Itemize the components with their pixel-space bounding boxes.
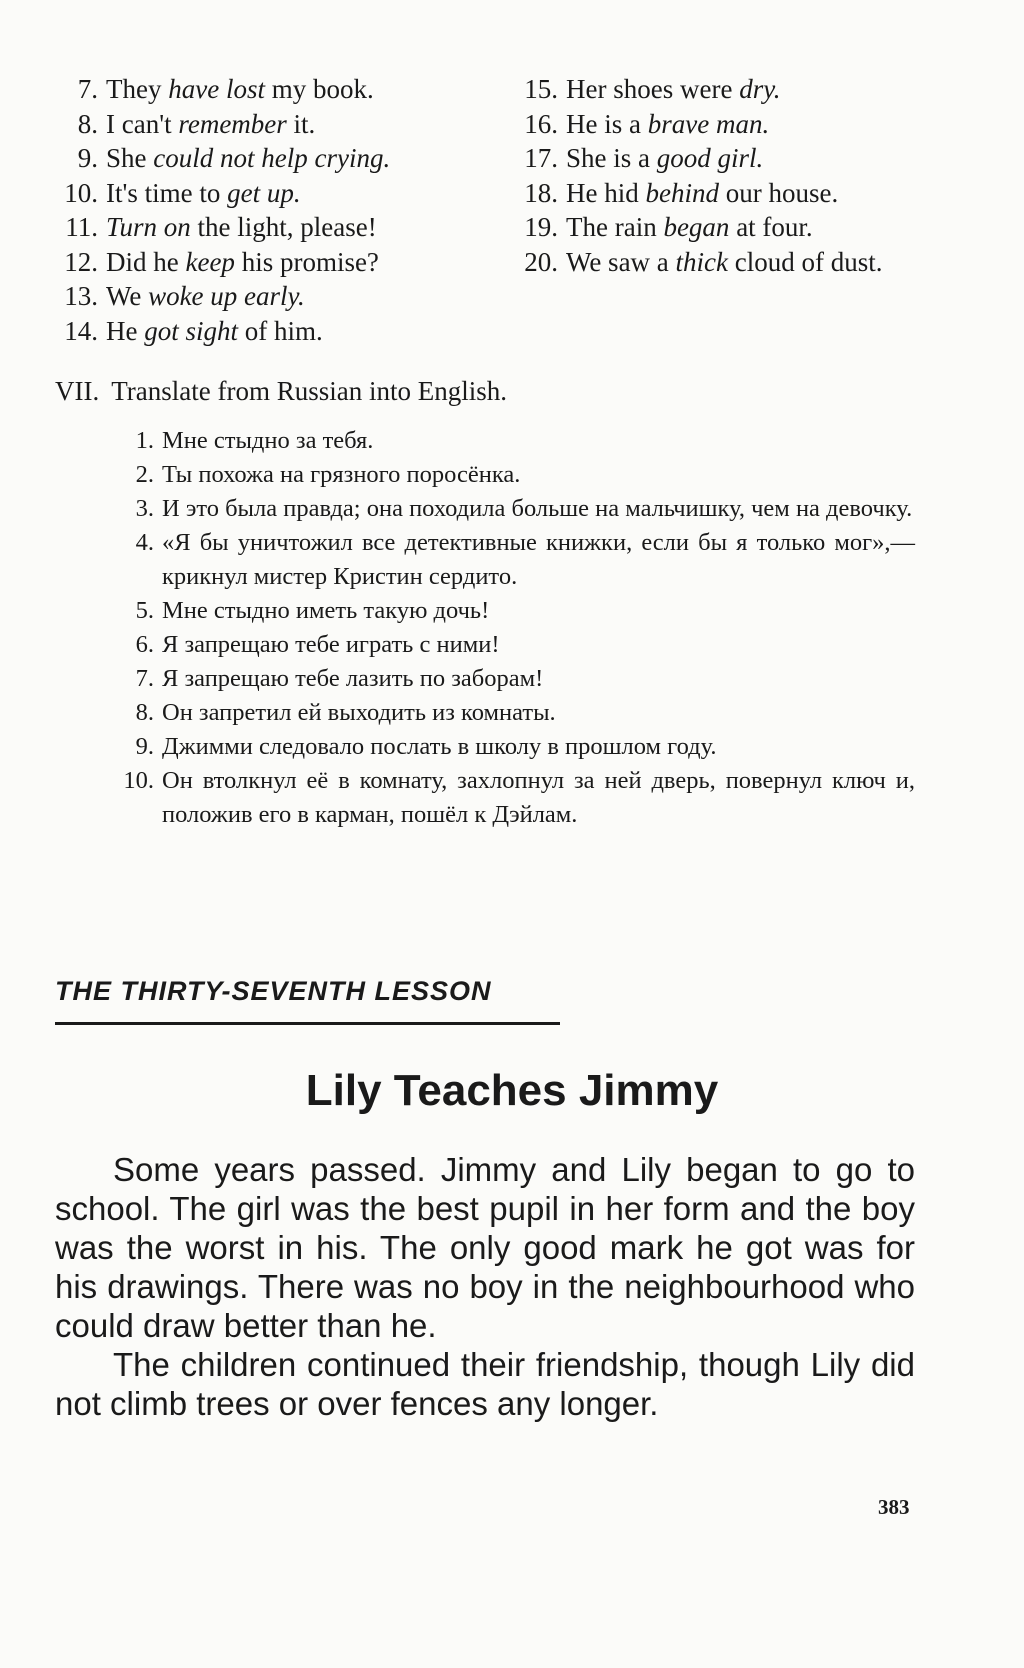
sentence-fragment: They [106, 74, 169, 104]
exercise-item [510, 141, 915, 176]
exercise-item [510, 245, 915, 280]
story-text [55, 1150, 915, 1423]
sentence-fragment: We [106, 281, 149, 311]
item-number: 14. [64, 315, 98, 346]
russian-sentence: «Я бы уничтожил все детективные книжки, если бы я только мог»,—крикнул мистер Кристин сердито. [162, 529, 915, 590]
russian-sentence: Джимми следовало послать в школу в прошлом году. [162, 733, 717, 760]
exercise-item [48, 245, 478, 280]
russian-sentence: И это была правда; она походила больше на мальчишку, чем на девочку. [162, 495, 913, 522]
emphasized-phrase: get up. [227, 177, 301, 208]
russian-sentence: Мне стыдно иметь такую дочь! [162, 597, 490, 624]
exercise-item [510, 72, 915, 107]
item-number: 10. [123, 767, 154, 794]
item-sentence [106, 72, 478, 107]
exercise-item [48, 314, 478, 349]
item-number: 16. [524, 108, 558, 139]
item-number: 18. [524, 177, 558, 208]
sentence-fragment: We saw a [566, 246, 676, 277]
item-sentence [106, 314, 478, 349]
sentence-fragment: Did he [106, 246, 186, 277]
sentence-fragment: at four. [729, 212, 813, 242]
translation-item [110, 696, 915, 730]
item-number: 12. [64, 246, 98, 277]
story-title: Lily Teaches Jimmy [305, 1066, 719, 1115]
sentence-fragment: She is a [566, 143, 657, 173]
item-sentence [106, 107, 478, 142]
exercise-item [48, 72, 478, 107]
exercise-item [510, 107, 915, 142]
item-sentence [566, 245, 915, 280]
exercise-item [48, 210, 478, 245]
item-number: 9. [135, 733, 154, 760]
emphasized-phrase: woke up early. [148, 281, 305, 311]
item-number: 10. [64, 177, 98, 208]
emphasized-phrase: dry. [739, 74, 781, 104]
translation-item [110, 764, 915, 832]
item-sentence [106, 210, 478, 245]
emphasized-phrase: have lost [168, 74, 265, 104]
emphasized-phrase: got sight [144, 315, 238, 346]
sentence-fragment: The rain [566, 212, 664, 242]
sentence-fragment: my book. [264, 74, 374, 104]
translation-item [110, 628, 915, 662]
item-number: 2. [135, 461, 154, 488]
translation-item [110, 424, 915, 458]
emphasized-phrase: began [663, 212, 730, 242]
exercise-column-right [510, 72, 915, 279]
translation-list [110, 424, 915, 832]
item-sentence [106, 176, 478, 211]
emphasized-phrase: could not help crying. [153, 143, 391, 173]
item-number: 15. [524, 74, 558, 104]
russian-sentence: Он втолкнул её в комнату, захлопнул за ней дверь, повернул ключ и, положив его в карман, пошёл к Дэйлам. [162, 767, 915, 828]
item-number: 19. [524, 212, 558, 242]
item-number: 4. [135, 529, 154, 556]
item-number: 8. [77, 108, 98, 139]
russian-sentence: Ты похожа на грязного поросёнка. [162, 461, 521, 488]
russian-sentence: Я запрещаю тебе лазить по заборам! [162, 665, 544, 692]
item-number: 8. [135, 699, 154, 726]
sentence-fragment: the light, please! [190, 212, 377, 242]
emphasized-phrase: brave man. [647, 108, 770, 139]
emphasized-phrase: good girl. [656, 143, 764, 173]
item-number: 9. [77, 143, 98, 173]
emphasized-phrase: Turn on [106, 212, 191, 242]
item-number: 11. [65, 212, 98, 242]
item-number: 3. [135, 495, 154, 522]
item-number: 7. [135, 665, 154, 692]
story-paragraph: Some years passed. Jimmy and Lily began to go to school. The girl was the best pupil in her form and the boy was the worst in his. The only good mark he got was for his drawings. There was no boy in the neighbourhood who could draw better than he. [55, 1151, 915, 1344]
item-sentence [566, 141, 915, 176]
translation-item [110, 526, 915, 594]
item-number: 13. [64, 281, 98, 311]
translation-item [110, 492, 915, 526]
emphasized-phrase: behind [645, 177, 719, 208]
sentence-fragment: cloud of dust. [728, 246, 883, 277]
lesson-divider [55, 1022, 560, 1025]
translation-item [110, 730, 915, 764]
emphasized-phrase: thick [675, 246, 729, 277]
story-paragraph: The children continued their friendship, though Lily did not climb trees or over fences any longer. [55, 1346, 915, 1422]
page-number: 383 [878, 1495, 910, 1519]
item-sentence [106, 245, 478, 280]
section-number: VII. [55, 376, 100, 406]
sentence-fragment: Her shoes were [566, 74, 740, 104]
sentence-fragment: his promise? [234, 246, 379, 277]
item-sentence [106, 279, 478, 314]
item-number: 1. [135, 427, 154, 454]
sentence-fragment: He hid [566, 177, 646, 208]
translation-item [110, 458, 915, 492]
sentence-fragment: It's time to [106, 177, 228, 208]
sentence-fragment: He is a [566, 108, 648, 139]
sentence-fragment: He [106, 315, 145, 346]
item-number: 5. [135, 597, 154, 624]
russian-sentence: Он запретил ей выходить из комнаты. [162, 699, 556, 726]
exercise-item [48, 107, 478, 142]
sentence-fragment: it. [286, 108, 316, 139]
exercise-item [48, 279, 478, 314]
exercise-item [510, 176, 915, 211]
sentence-fragment: of him. [238, 315, 323, 346]
exercise-column-left [48, 72, 478, 348]
emphasized-phrase: keep [185, 246, 235, 277]
exercise-item [48, 141, 478, 176]
russian-sentence: Мне стыдно за тебя. [162, 427, 374, 454]
item-sentence [566, 72, 915, 107]
item-number: 20. [524, 246, 558, 277]
translation-item [110, 594, 915, 628]
sentence-fragment: I can't [106, 108, 179, 139]
item-number: 6. [135, 631, 154, 658]
exercise-item [48, 176, 478, 211]
item-sentence [566, 176, 915, 211]
item-number: 7. [77, 74, 98, 104]
lesson-label: THE THIRTY-SEVENTH LESSON [55, 976, 492, 1006]
russian-sentence: Я запрещаю тебе играть с ними! [162, 631, 500, 658]
exercise-item [510, 210, 915, 245]
emphasized-phrase: remember [178, 108, 287, 139]
item-sentence [106, 141, 478, 176]
item-sentence [566, 210, 915, 245]
section-instruction: Translate from Russian into English. [111, 376, 507, 406]
item-sentence [566, 107, 915, 142]
sentence-fragment: She [106, 143, 154, 173]
sentence-fragment: our house. [718, 177, 839, 208]
translation-item [110, 662, 915, 696]
item-number: 17. [524, 143, 558, 173]
section-vii-heading [55, 376, 507, 407]
